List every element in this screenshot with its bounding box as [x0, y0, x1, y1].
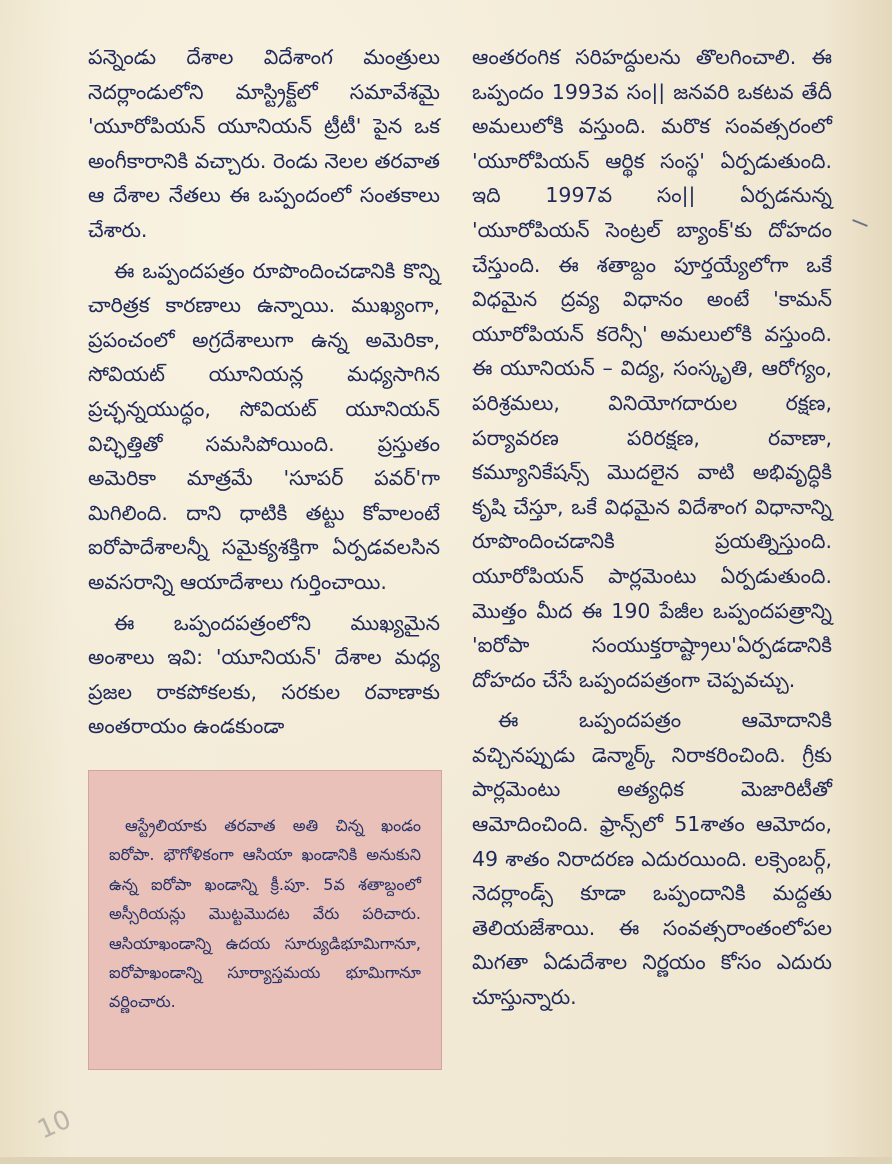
info-box-text: ఆస్ట్రేలియాకు తరవాత అతి చిన్న ఖండం ఐరోపా. భౌగోళికంగా ఆసియా ఖండానికి అనుకుని ఉన్న ఐరోపా ఖండాన్ని క్రీ.పూ. 5వ శతాబ్దంలో అస్సీరియన్లు మొట్టమొదట వేరు పరిచారు. ఆసియాఖండాన్ని ఉదయ సూర్యుడిభూమిగానూ, ఐరోపాఖండాన్ని సూర్యాస్తమయ భూమిగానూ వర్ణించారు.: [109, 816, 421, 1012]
margin-mark: [852, 219, 868, 227]
page-bottom-edge: [0, 1157, 892, 1164]
page-number: 10: [33, 1104, 76, 1146]
right-paragraph-2: ఈ ఒప్పందపత్రం ఆమోదానికి వచ్చినప్పుడు డెన్మార్క్ నిరాకరించింది. గ్రీకు పార్లమెంటు అత్యధిక మెజారిటీతో ఆమోదించింది. ఫ్రాన్స్‌లో 51శాతం ఆమోదం, 49 శాతం నిరాదరణ ఎదురయింది. లక్సెంబర్గ్, నెదర్లాండ్స్ కూడా ఒప్పందానికి మద్దతు తెలియజేశాయి. ఈ సంవత్సరాంతంలోపల మిగతా ఏడుదేశాల నిర్ణయం కోసం ఎదురు చూస్తున్నారు.: [472, 708, 832, 1010]
right-paragraph-1: ఆంతరంగిక సరిహద్దులను తొలగించాలి. ఈ ఒప్పందం 1993వ సం|| జనవరి ఒకటవ తేదీ అమలులోకి వస్తుంది. మరొక సంవత్సరంలో 'యూరోపియన్ ఆర్థిక సంస్థ' ఏర్పడుతుంది. ఇది 1997వ సం|| ఏర్పడనున్న 'యూరోపియన్ సెంట్రల్ బ్యాంక్'కు దోహదం చేస్తుంది. ఈ శతాబ్దం పూర్తయ్యేలోగా ఒకే విధమైన ద్రవ్య విధానం అంటే 'కామన్ యూరోపియన్ కరెన్సీ' అమలులోకి వస్తుంది. ఈ యూనియన్ – విద్య, సంస్కృతి, ఆరోగ్యం, పరిశ్రమలు, వినియోగదారుల రక్షణ, పర్యావరణ పరిరక్షణ, రవాణా, కమ్యూనికేషన్స్ మొదలైన వాటి అభివృద్ధికి కృషి చేస్తూ, ఒకే విధమైన విదేశాంగ విధానాన్ని రూపొందించడానికి ప్రయత్నిస్తుంది. యూరోపియన్ పార్లమెంటు ఏర్పడుతుంది. మొత్తం మీద ఈ 190 పేజీల ఒప్పందపత్రాన్ని 'ఐరోపా సంయుక్తరాష్ట్రాలు'ఏర్పడడానికి దోహదం చేసే ఒప్పందపత్రంగా చెప్పవచ్చు.: [472, 45, 832, 692]
right-column: [472, 40, 832, 1021]
left-paragraph-3: ఈ ఒప్పందపత్రంలోని ముఖ్యమైన అంశాలు ఇవి: 'యూనియన్' దేశాల మధ్య ప్రజల రాకపోకలకు, సరకుల రవాణాకు అంతరాయం ఉండకుండా: [88, 610, 440, 739]
left-column: [88, 40, 440, 750]
left-paragraph-2: ఈ ఒప్పందపత్రం రూపొందించడానికి కొన్ని చారిత్రక కారణాలు ఉన్నాయి. ముఖ్యంగా, ప్రపంచంలో అగ్రదేశాలుగా ఉన్న అమెరికా, సోవియట్ యూనియన్ల మధ్యసాగిన ప్రచ్ఛన్నయుద్ధం, సోవియట్ యూనియన్ విచ్ఛిత్తితో సమసిపోయింది. ప్రస్తుతం అమెరికా మాత్రమే 'సూపర్ పవర్'గా మిగిలింది. దాని ధాటికి తట్టు కోవాలంటే ఐరోపాదేశాలన్నీ సమైక్యశక్తిగా ఏర్పడవలసిన అవసరాన్ని ఆయాదేశాలు గుర్తించాయి.: [88, 258, 440, 594]
info-box: [88, 770, 442, 1070]
left-paragraph-1: పన్నెండు దేశాల విదేశాంగ మంత్రులు నెదర్లాండులోని మాస్ట్రిక్ట్‌లో సమావేశమై 'యూరోపియన్ యూనియన్ ట్రీటీ' పైన ఒక అంగీకారానికి వచ్చారు. రెండు నెలల తరవాత ఆ దేశాల నేతలు ఈ ఒప్పందంలో సంతకాలు చేశారు.: [88, 45, 440, 242]
